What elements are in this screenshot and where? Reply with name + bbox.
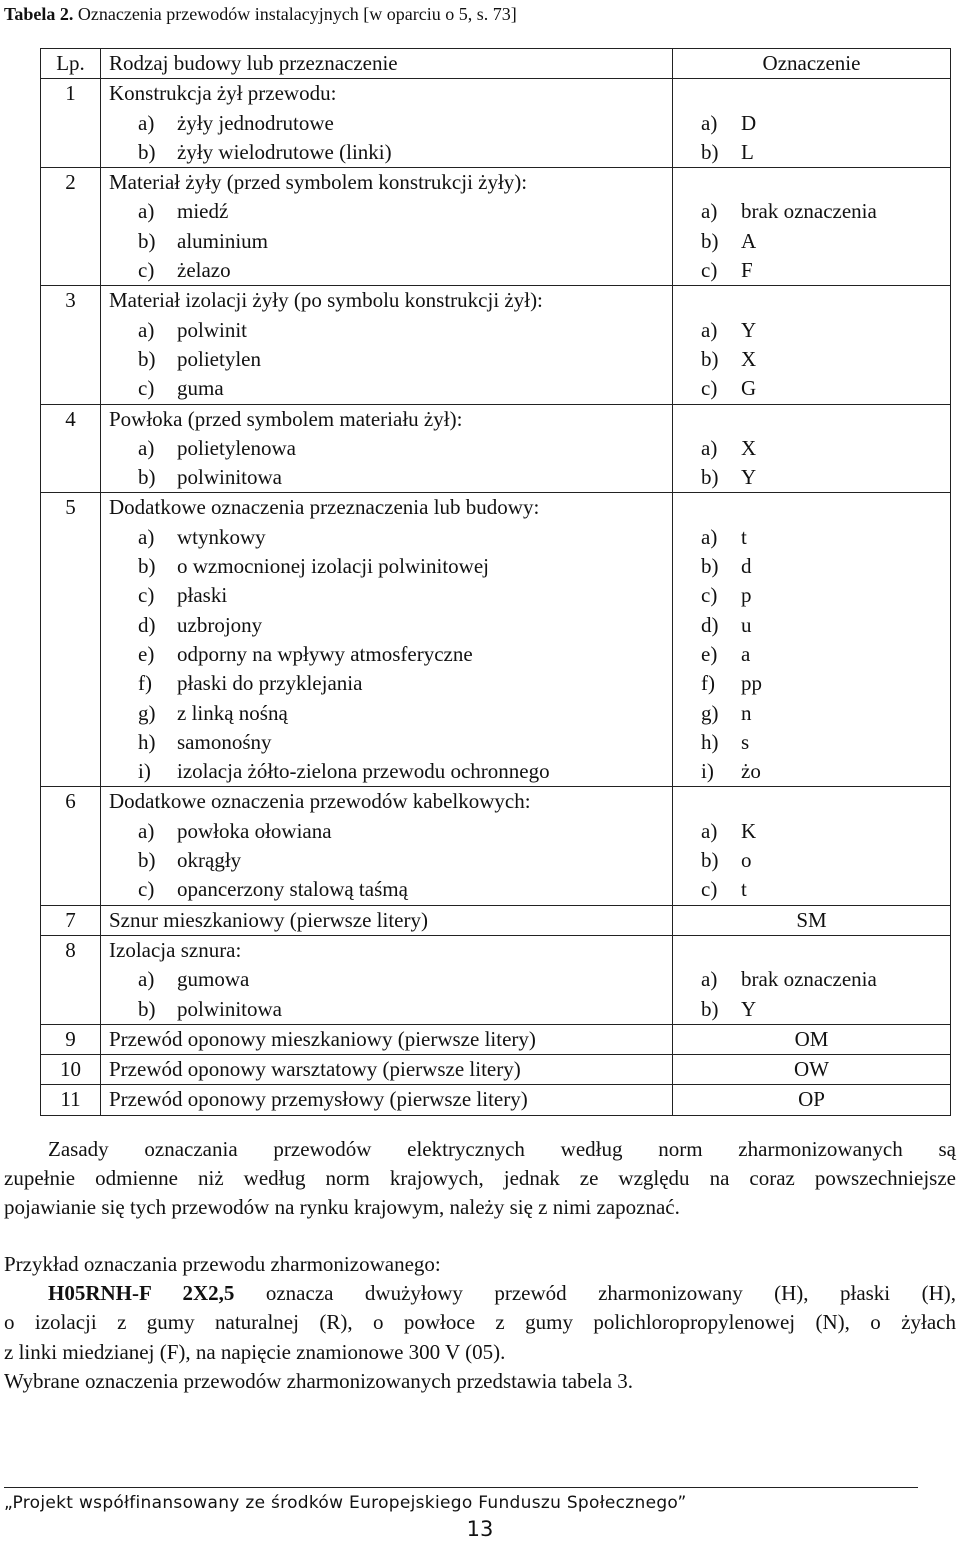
table-row [41, 787, 951, 905]
sub-item-letter: e) [138, 641, 155, 666]
sub-item [101, 109, 672, 138]
designation-item [673, 995, 950, 1024]
designation-spacer [673, 168, 950, 197]
designation-spacer [673, 405, 950, 434]
example-line-2 [4, 1308, 956, 1337]
designation-item [673, 552, 950, 581]
paragraph-line: Wybrane oznaczenia przewodów zharmonizowanych przedstawia tabela 3. [4, 1369, 634, 1393]
designation-letter: a) [701, 317, 718, 342]
row-title: Powłoka (przed symbolem materiału żył): [109, 406, 463, 431]
designation-letter: b) [701, 996, 719, 1021]
row-title: Przewód oponowy przemysłowy (pierwsze litery) [109, 1087, 528, 1112]
table-caption-text: Oznaczenia przewodów instalacyjnych [w oparciu o 5, s. 73] [73, 4, 517, 24]
sub-item [101, 728, 672, 757]
example-intro [4, 1250, 956, 1279]
row-designation [673, 493, 951, 787]
row-number: 9 [41, 1024, 101, 1054]
row-number: 6 [41, 787, 101, 905]
sub-item-text: izolacja żółto-zielona przewodu ochronnego [177, 759, 550, 784]
sub-item-text: miedź [177, 199, 229, 224]
sub-item-text: polwinitowa [177, 996, 282, 1021]
sub-item-text: aluminium [177, 228, 268, 253]
designation-letter: b) [701, 465, 719, 490]
designation-code: u [741, 612, 752, 637]
sub-item [101, 463, 672, 492]
row-title: Przewód oponowy mieszkaniowy (pierwsze litery) [109, 1026, 536, 1051]
example-line-4 [4, 1367, 956, 1396]
row-title: Sznur mieszkaniowy (pierwsze litery) [109, 907, 428, 932]
designation-letter: i) [701, 759, 714, 784]
row-description [101, 1085, 673, 1115]
designation-letter: a) [701, 818, 718, 843]
designation-item [673, 581, 950, 610]
row-number: 7 [41, 905, 101, 935]
row-number: 11 [41, 1085, 101, 1115]
row-description [101, 286, 673, 404]
sub-item-letter: a) [138, 818, 155, 843]
designation-code: G [741, 376, 757, 401]
sub-item [101, 374, 672, 403]
table-body [41, 79, 951, 1115]
sub-item-letter: i) [138, 759, 151, 784]
sub-item-text: polietylenowa [177, 435, 296, 460]
table-row [41, 404, 951, 493]
paragraph-harmonized-rules [4, 1135, 956, 1164]
designation-letter: b) [701, 554, 719, 579]
sub-item-letter: a) [138, 199, 155, 224]
table-row [41, 905, 951, 935]
designation-item [673, 138, 950, 167]
row-designation [673, 404, 951, 493]
designation-code: d [741, 554, 752, 579]
sub-item-text: żyły jednodrutowe [177, 110, 334, 135]
designation-spacer [673, 787, 950, 816]
sub-item [101, 197, 672, 226]
table-row [41, 168, 951, 286]
sub-item-text: okrągły [177, 848, 242, 873]
sub-item-letter: h) [138, 729, 156, 754]
designation-item [673, 316, 950, 345]
sub-item [101, 965, 672, 994]
sub-item-text: opancerzony stalową taśmą [177, 877, 408, 902]
sub-item-text: żelazo [177, 258, 231, 283]
sub-item-letter: b) [138, 554, 156, 579]
row-description [101, 168, 673, 286]
sub-item-letter: a) [138, 524, 155, 549]
header-description: Rodzaj budowy lub przeznaczenie [101, 49, 673, 79]
designation-code: żo [741, 759, 761, 784]
designation-code: brak oznaczenia [741, 967, 877, 992]
sub-item [101, 138, 672, 167]
designation-code: K [741, 818, 757, 843]
designation-code: X [741, 435, 757, 460]
row-designation [673, 286, 951, 404]
sub-item-letter: d) [138, 612, 156, 637]
sub-item-text: gumowa [177, 967, 250, 992]
row-designation [673, 1085, 951, 1115]
sub-item [101, 434, 672, 463]
table-row [41, 79, 951, 168]
row-designation [673, 1024, 951, 1054]
row-designation [673, 935, 951, 1024]
designation-code: a [741, 641, 751, 666]
header-designation: Oznaczenie [673, 49, 951, 79]
sub-item [101, 757, 672, 786]
sub-item-letter: b) [138, 139, 156, 164]
sub-item-text: o wzmocnionej izolacji polwinitowej [177, 554, 490, 579]
sub-item-letter: a) [138, 317, 155, 342]
cable-code: H05RNH-F 2X2,5 [48, 1281, 235, 1305]
designation-code: pp [741, 671, 762, 696]
sub-item-text: z linką nośną [177, 700, 288, 725]
designation-letter: c) [701, 877, 718, 902]
sub-item-text: guma [177, 376, 224, 401]
sub-item [101, 316, 672, 345]
example-line-3 [4, 1338, 956, 1367]
sub-item-text: polwinit [177, 317, 248, 342]
designation-code: n [741, 700, 752, 725]
paragraph-line: zupełnie odmienne niż według norm krajowych, jednak ze względu na coraz powszechniejsze [4, 1166, 956, 1190]
designation-item [673, 699, 950, 728]
designation-letter: f) [701, 671, 715, 696]
row-title: Materiał izolacji żyły (po symbolu konstrukcji żył): [109, 288, 543, 313]
row-description [101, 404, 673, 493]
row-title: Przewód oponowy warsztatowy (pierwsze litery) [109, 1057, 521, 1082]
designation-item [673, 523, 950, 552]
sub-item-text: polwinitowa [177, 465, 282, 490]
sub-item-letter: b) [138, 465, 156, 490]
sub-item-letter: a) [138, 967, 155, 992]
paragraph-line: Zasady oznaczania przewodów elektrycznych według norm zharmonizowanych są [48, 1137, 956, 1161]
designation-item [673, 640, 950, 669]
table-row [41, 1085, 951, 1115]
designation-item [673, 757, 950, 786]
sub-item [101, 611, 672, 640]
paragraph-harmonized-rules-2 [4, 1164, 956, 1193]
sub-item [101, 227, 672, 256]
designation-spacer [673, 79, 950, 108]
row-number: 1 [41, 79, 101, 168]
row-number: 4 [41, 404, 101, 493]
row-title: Konstrukcja żył przewodu: [109, 81, 337, 106]
row-number: 5 [41, 493, 101, 787]
designation-code: D [741, 110, 757, 135]
designation-letter: h) [701, 729, 719, 754]
designation-code: Y [741, 465, 757, 490]
designation-item [673, 846, 950, 875]
row-designation [673, 787, 951, 905]
sub-item [101, 995, 672, 1024]
designation-letter: c) [701, 376, 718, 401]
sub-item [101, 523, 672, 552]
sub-item-letter: a) [138, 110, 155, 135]
row-designation [673, 168, 951, 286]
designation-code: A [741, 228, 757, 253]
designation-code: s [741, 729, 750, 754]
designation-letter: e) [701, 641, 718, 666]
sub-item-letter: c) [138, 877, 155, 902]
row-description [101, 1024, 673, 1054]
row-number: 3 [41, 286, 101, 404]
designation-letter: a) [701, 967, 718, 992]
footer-divider [4, 1487, 918, 1488]
designation-code: OP [798, 1087, 825, 1112]
designation-spacer [673, 286, 950, 315]
sub-item [101, 875, 672, 904]
sub-item [101, 846, 672, 875]
row-designation [673, 79, 951, 168]
designation-letter: c) [701, 583, 718, 608]
sub-item-text: płaski [177, 583, 228, 608]
paragraph-line [4, 1279, 956, 1308]
table-row [41, 935, 951, 1024]
designation-code: o [741, 848, 752, 873]
designation-code: p [741, 583, 752, 608]
designation-item [673, 817, 950, 846]
designation-code: t [741, 877, 747, 902]
designation-letter: b) [701, 139, 719, 164]
designation-code: t [741, 524, 747, 549]
paragraph-line: Przykład oznaczania przewodu zharmonizowanego: [4, 1252, 441, 1276]
designation-code: L [741, 139, 754, 164]
table-row [41, 1024, 951, 1054]
sub-item [101, 669, 672, 698]
sub-item-text: żyły wielodrutowe (linki) [177, 139, 392, 164]
page-number: 13 [466, 1517, 494, 1541]
designation-code: F [741, 258, 753, 283]
row-title: Dodatkowe oznaczenia przeznaczenia lub budowy: [109, 495, 540, 520]
sub-item [101, 345, 672, 374]
designation-letter: a) [701, 524, 718, 549]
designation-letter: b) [701, 848, 719, 873]
designation-item [673, 434, 950, 463]
designation-item [673, 669, 950, 698]
row-number: 10 [41, 1055, 101, 1085]
sub-item-text: odporny na wpływy atmosferyczne [177, 641, 473, 666]
table-caption-label: Tabela 2. [4, 4, 74, 24]
designation-spacer [673, 493, 950, 522]
designation-item [673, 345, 950, 374]
table-caption [4, 3, 517, 25]
sub-item-letter: c) [138, 583, 155, 608]
designation-code: SM [796, 907, 827, 932]
sub-item-letter: a) [138, 435, 155, 460]
sub-item-letter: f) [138, 671, 152, 696]
designation-letter: b) [701, 346, 719, 371]
example-line-1 [4, 1279, 956, 1308]
row-description [101, 787, 673, 905]
row-description [101, 935, 673, 1024]
row-description [101, 79, 673, 168]
paragraph-harmonized-rules-3 [4, 1193, 956, 1222]
sub-item [101, 640, 672, 669]
designation-item [673, 611, 950, 640]
row-description [101, 905, 673, 935]
designation-item [673, 463, 950, 492]
paragraph-line-rest: oznacza dwużyłowy przewód zharmonizowany (H), płaski (H), [234, 1281, 956, 1305]
designation-item [673, 374, 950, 403]
sub-item [101, 552, 672, 581]
designation-letter: a) [701, 110, 718, 135]
sub-item [101, 817, 672, 846]
paragraph-line: o izolacji z gumy naturalnej (R), o powłoce z gumy polichloropropylenowej (N), o żyłach [4, 1310, 956, 1334]
designation-item [673, 109, 950, 138]
designation-code: Y [741, 996, 757, 1021]
designation-code: OM [794, 1026, 829, 1051]
designation-item [673, 728, 950, 757]
sub-item-letter: b) [138, 848, 156, 873]
sub-item [101, 581, 672, 610]
sub-item-letter: g) [138, 700, 156, 725]
designation-spacer [673, 936, 950, 965]
paragraph-line: z linki miedzianej (F), na napięcie znamionowe 300 V (05). [4, 1340, 506, 1364]
row-number: 2 [41, 168, 101, 286]
header-lp: Lp. [41, 49, 101, 79]
row-number: 8 [41, 935, 101, 1024]
row-designation [673, 1055, 951, 1085]
sub-item-text: uzbrojony [177, 612, 263, 637]
table-row [41, 493, 951, 787]
sub-item [101, 256, 672, 285]
sub-item-text: płaski do przyklejania [177, 671, 363, 696]
sub-item-text: polietylen [177, 346, 261, 371]
designation-item [673, 197, 950, 226]
sub-item-letter: b) [138, 228, 156, 253]
sub-item-text: powłoka ołowiana [177, 818, 332, 843]
sub-item-text: samonośny [177, 729, 272, 754]
designation-code: OW [794, 1057, 829, 1082]
row-description [101, 1055, 673, 1085]
table-row [41, 1055, 951, 1085]
sub-item-letter: c) [138, 376, 155, 401]
row-title: Dodatkowe oznaczenia przewodów kabelkowych: [109, 789, 531, 814]
designation-letter: a) [701, 435, 718, 460]
footer-funding-note: „Projekt współfinansowany ze środków Europejskiego Funduszu Społecznego” [4, 1493, 687, 1513]
sub-item-letter: b) [138, 996, 156, 1021]
sub-item-letter: c) [138, 258, 155, 283]
sub-item-text: wtynkowy [177, 524, 266, 549]
paragraph-line: pojawianie się tych przewodów na rynku krajowym, należy się z nimi zapoznać. [4, 1195, 680, 1219]
sub-item-letter: b) [138, 346, 156, 371]
designation-item [673, 965, 950, 994]
designation-letter: b) [701, 228, 719, 253]
row-title: Materiał żyły (przed symbolem konstrukcji żyły): [109, 170, 528, 195]
table-row [41, 286, 951, 404]
designation-item [673, 227, 950, 256]
designation-letter: c) [701, 258, 718, 283]
designation-letter: g) [701, 700, 719, 725]
designation-letter: d) [701, 612, 719, 637]
row-title: Izolacja sznura: [109, 937, 242, 962]
sub-item [101, 699, 672, 728]
row-designation [673, 905, 951, 935]
table-header-row [41, 49, 951, 79]
designation-item [673, 256, 950, 285]
designation-code: X [741, 346, 757, 371]
designations-table [40, 48, 951, 1116]
row-description [101, 493, 673, 787]
designation-code: Y [741, 317, 757, 342]
designation-item [673, 875, 950, 904]
designation-letter: a) [701, 199, 718, 224]
designation-code: brak oznaczenia [741, 199, 877, 224]
